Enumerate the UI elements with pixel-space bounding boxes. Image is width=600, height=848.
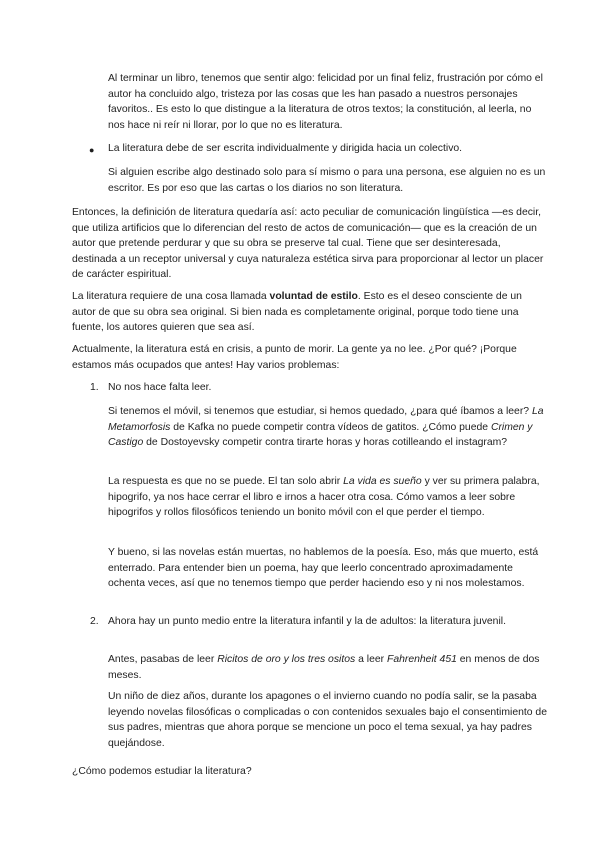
italic-title: La Metamorfosis (108, 406, 544, 433)
text-segment: y ver su primera palabra, hipogrifo, ya nos hace cerrar el libro e irnos a hacer otra cosa. Cómo vamos a leer sobre hipogrifos y rollos filosóficos teniendo un bonito móvil con el que perder el tiempo. (108, 476, 540, 518)
paragraph-poetry: Y bueno, si las novelas están muertas, no hablemos de la poesía. Eso, más que muerto, está enterrado. Para entender bien un poema, hay que leerlo concentrado aproximadamente ochenta veces, así que no tenemos tiempo que perder haciendo eso y ni nos molestamos. (108, 547, 539, 589)
paragraph-definition: Entonces, la definición de literatura quedaría así: acto peculiar de comunicación lingüística —es decir, que utiliza artificios que lo diferencian del resto de actos de comunicación— que es la creación de un autor que pretende perdurar y que su obra se preserve tal cual. Tiene que ser desinteresada, destinada a un receptor universal y cuya naturaleza estética sirva para proporcionar al lector un placer de carácter espiritual. (72, 207, 544, 280)
bullet-item-individual: La literatura debe de ser escrita individualmente y dirigida hacia un colectivo. (108, 143, 463, 154)
text-segment: de Kafka no puede competir contra vídeos de gatitos. ¿Cómo puede (170, 421, 491, 433)
text-segment: . Esto es el deseo consciente de un autor de que su obra sea original. Si bien nada es completamente original, porque todo tiene una fuente, los autores quieren que sea así. (72, 291, 522, 333)
paragraph-feelings: Al terminar un libro, tenemos que sentir algo: felicidad por un final feliz, frustración por cómo el autor ha concluido algo, tristeza por las cosas que les han pasado a nuestros personajes favoritos.. Es esto lo que distingue a la literatura de otros textos; la constitución, al leerla, no nos hace ni reír ni llorar, por lo que no es literatura. (108, 73, 543, 131)
text-segment: a leer (355, 654, 387, 665)
paragraph-ten-year-old: Un niño de diez años, durante los apagones o el invierno cuando no podía salir, se la pasaba leyendo novelas filosóficas o complicadas o con contenidos sexuales bajo el consentimiento de sus padres, mientras que ahora porque se mencione un poco el tema sexual, ya hay padres quejándose. (108, 691, 547, 749)
paragraph-mobile (108, 404, 548, 451)
paragraph-crisis: Actualmente, la literatura está en crisis, a punto de morir. La gente ya no lee. ¿Por qué? ¡Porque estamos más ocupados que antes! Hay varios problemas: (72, 344, 517, 371)
italic-title: Fahrenheit 451 (386, 654, 457, 665)
paragraph-hipogrifo (108, 474, 548, 521)
italic-title: Crimen y Castigo (108, 421, 533, 448)
paragraph-question: ¿Cómo podemos estudiar la literatura? (72, 766, 252, 777)
list-number: 1. (90, 382, 99, 393)
bullet-dot-icon: ● (89, 145, 95, 155)
text-segment: de Dostoyevsky competir contra tirarte horas y horas cotilleando el instagram? (143, 437, 508, 448)
bold-term: voluntad de estilo (269, 291, 358, 302)
text-segment: Antes, pasabas de leer (108, 654, 218, 665)
text-segment: La literatura requiere de una cosa llamada (72, 291, 270, 302)
text-segment: Si tenemos el móvil, si tenemos que estudiar, si hemos quedado, ¿para qué íbamos a leer? (108, 406, 532, 417)
list-item-juvenile-literature: Ahora hay un punto medio entre la literatura infantil y la de adultos: la literatura juvenil. (108, 616, 506, 627)
paragraph-voluntad-de-estilo (72, 289, 548, 336)
text-segment: en menos de dos meses. (108, 654, 540, 681)
text-segment: La respuesta es que no se puede. El tan solo abrir (108, 476, 344, 487)
paragraph-before (108, 652, 548, 683)
italic-title: Ricitos de oro y los tres ositos (217, 654, 356, 665)
list-item-no-need-to-read: No nos hace falta leer. (108, 382, 212, 393)
italic-title: La vida es sueño (343, 476, 422, 487)
list-number: 2. (90, 616, 99, 627)
paragraph-letters-diaries: Si alguien escribe algo destinado solo para sí mismo o para una persona, ese alguien no es un escritor. Es por eso que las cartas o los diarios no son literatura. (108, 167, 546, 194)
